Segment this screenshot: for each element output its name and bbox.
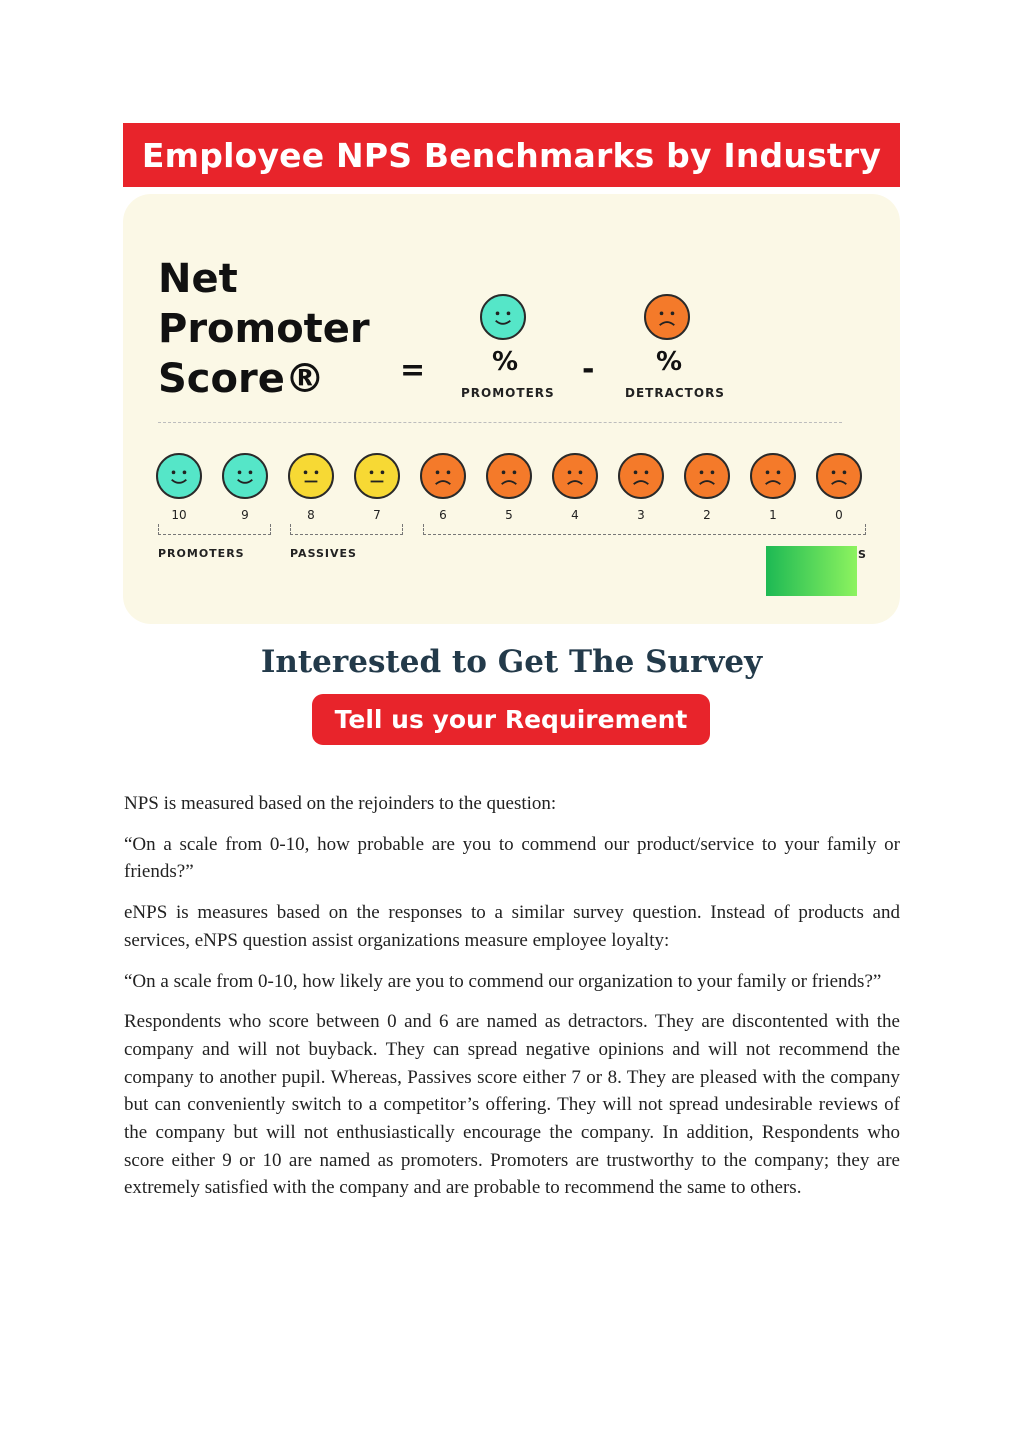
sad-face-icon <box>644 294 690 340</box>
banner <box>123 123 900 187</box>
equals-sign: = <box>400 353 426 388</box>
promoters-percent: % <box>492 347 519 377</box>
score-number: 9 <box>241 508 249 522</box>
happy-face-icon <box>480 294 526 340</box>
requirement-button[interactable] <box>312 694 710 745</box>
cta-heading: Interested to Get The Survey <box>260 644 763 680</box>
group-label-detractors-partial: S <box>858 548 866 561</box>
neutral-face-icon <box>288 453 334 499</box>
sad-face-icon <box>486 453 532 499</box>
sad-face-icon <box>618 453 664 499</box>
sad-face-icon <box>684 453 730 499</box>
happy-face-icon <box>222 453 268 499</box>
score-number: 3 <box>637 508 645 522</box>
promoters-bracket <box>158 524 271 535</box>
happy-face-icon <box>156 453 202 499</box>
sad-face-icon <box>750 453 796 499</box>
paragraph-1: NPS is measured based on the rejoinders to the question: <box>124 793 557 814</box>
paragraph-2: “On a scale from 0-10, how probable are you to commend our product/service to your family or friends?” <box>124 833 900 883</box>
neutral-face-icon <box>354 453 400 499</box>
score-number: 6 <box>439 508 447 522</box>
paragraph-5: Respondents who score between 0 and 6 are named as detractors. They are discontented with the company and will not buyback. They can spread negative opinions and will not recommend the company to another pupil. Whereas, Passives score either 7 or 8. They are pleased with the company but can conveniently switch to a competitor’s offering. They will not spread undesirable reviews of the company but will not enthusiastically encourage the company. In addition, Respondents who score either 9 or 10 are named as promoters. Promoters are trustworthy to the company; they are extremely satisfied with the company and are probable to recommend the same to others. <box>124 1011 900 1199</box>
sad-face-icon <box>420 453 466 499</box>
requirement-button-label: Tell us your Requirement <box>334 705 688 734</box>
score-number: 0 <box>835 508 843 522</box>
paragraph-3: eNPS is measures based on the responses to a similar survey question. Instead of products and services, eNPS question assist organizations measure employee loyalty: <box>124 902 900 951</box>
nps-title-line-3: Score® <box>158 356 325 402</box>
nps-title-line-1: Net <box>158 256 238 302</box>
group-label-passives: PASSIVES <box>290 547 357 560</box>
score-number: 8 <box>307 508 315 522</box>
nps-title <box>158 254 370 404</box>
minus-sign: - <box>582 352 595 387</box>
nps-title-line-2: Promoter <box>158 306 370 352</box>
sad-face-icon <box>816 453 862 499</box>
sad-face-icon <box>552 453 598 499</box>
banner-title: Employee NPS Benchmarks by Industry <box>141 135 882 175</box>
score-number: 10 <box>171 508 187 522</box>
score-number: 5 <box>505 508 513 522</box>
green-overlay-box <box>766 546 857 596</box>
detractors-percent: % <box>656 347 683 377</box>
promoters-caption: PROMOTERS <box>461 386 555 400</box>
score-number: 2 <box>703 508 711 522</box>
detractors-bracket <box>423 524 866 535</box>
score-number: 1 <box>769 508 777 522</box>
group-label-promoters: PROMOTERS <box>158 547 245 560</box>
body-text <box>124 790 900 1215</box>
score-number: 7 <box>373 508 381 522</box>
nps-infographic <box>123 194 900 624</box>
detractors-caption: DETRACTORS <box>625 386 725 400</box>
divider <box>158 422 842 423</box>
paragraph-4: “On a scale from 0-10, how likely are you to commend our organization to your family or friends?” <box>124 970 882 992</box>
score-number: 4 <box>571 508 579 522</box>
passives-bracket <box>290 524 403 535</box>
